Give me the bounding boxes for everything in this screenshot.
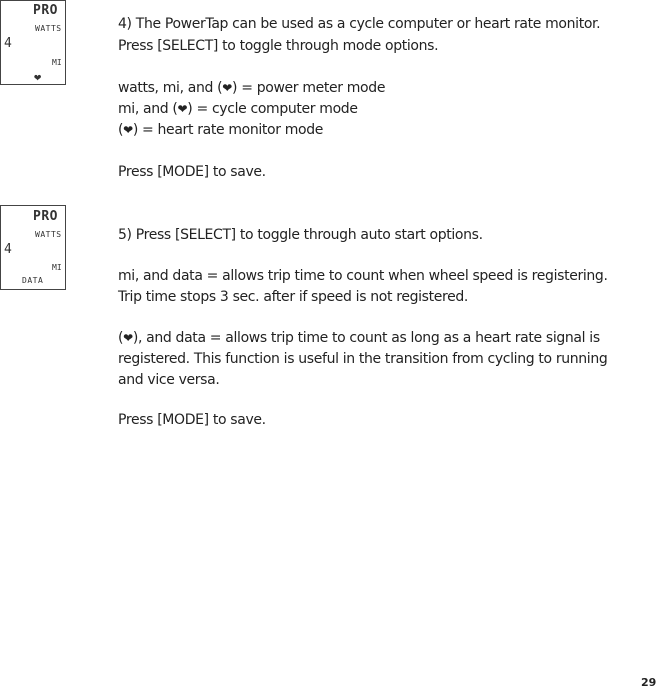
lcd-display-auto-start bbox=[0, 205, 66, 290]
mode3-suffix: ) = heart rate monitor mode bbox=[132, 122, 324, 138]
lcd-digit: 4 bbox=[4, 242, 12, 257]
step5-opt2-line3: and vice versa. bbox=[118, 372, 220, 388]
opt2-prefix: ( bbox=[118, 330, 124, 346]
data-label: DATA bbox=[22, 276, 44, 285]
mode-heart-rate bbox=[118, 120, 323, 141]
mode1-prefix: watts, mi, and ( bbox=[118, 80, 223, 96]
mode2-suffix: ) = cycle computer mode bbox=[187, 101, 358, 117]
heart-icon: ❤ bbox=[34, 70, 42, 84]
step4-line2: Press [SELECT] to toggle through mode options. bbox=[118, 38, 439, 54]
watts-label: WATTS bbox=[35, 230, 62, 239]
mode1-suffix: ) = power meter mode bbox=[232, 80, 386, 96]
pro-label: PRO bbox=[33, 209, 58, 224]
watts-label: WATTS bbox=[35, 24, 62, 33]
page-number: 29 bbox=[641, 676, 657, 689]
step4-line1: 4) The PowerTap can be used as a cycle computer or heart rate monitor. bbox=[118, 16, 601, 32]
pro-label: PRO bbox=[33, 3, 58, 18]
mode3-prefix: ( bbox=[118, 122, 124, 138]
opt2-suffix: ), and data = allows trip time to count as long as a heart rate signal is bbox=[132, 330, 600, 346]
step4-save: Press [MODE] to save. bbox=[118, 164, 266, 180]
step5-opt1-line2: Trip time stops 3 sec. after if speed is not registered. bbox=[118, 289, 469, 305]
mi-label: MI bbox=[52, 263, 62, 272]
step5-opt2-line2: registered. This function is useful in the transition from cycling to running bbox=[118, 351, 608, 367]
lcd-digit: 4 bbox=[4, 36, 12, 51]
heart-icon: ❤ bbox=[123, 123, 133, 137]
mode2-prefix: mi, and ( bbox=[118, 101, 178, 117]
lcd-display-power-mode bbox=[0, 0, 66, 85]
step5-opt2-line1 bbox=[118, 328, 600, 349]
heart-icon: ❤ bbox=[177, 102, 188, 116]
heart-icon: ❤ bbox=[222, 81, 232, 95]
mode-power-meter bbox=[118, 78, 385, 99]
step5-save: Press [MODE] to save. bbox=[118, 412, 266, 428]
step5-opt1-line1: mi, and data = allows trip time to count when wheel speed is registering. bbox=[118, 268, 608, 284]
step5-line1: 5) Press [SELECT] to toggle through auto start options. bbox=[118, 227, 483, 243]
mi-label: MI bbox=[52, 58, 62, 67]
mode-cycle-computer bbox=[118, 99, 358, 120]
heart-icon: ❤ bbox=[123, 331, 133, 345]
